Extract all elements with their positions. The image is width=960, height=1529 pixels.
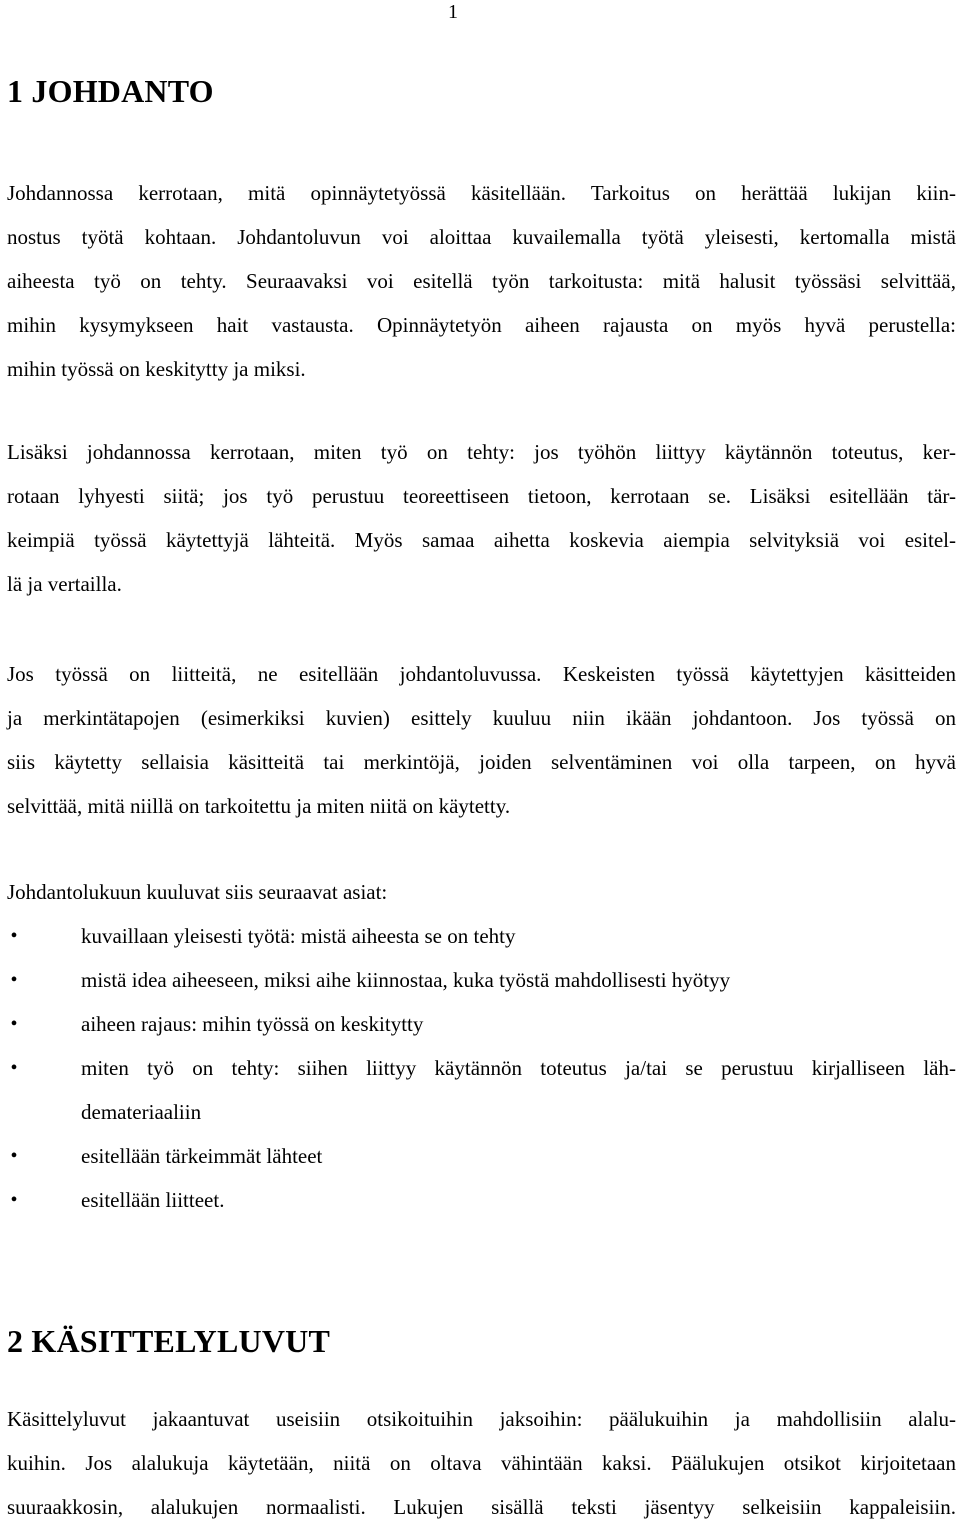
- text-line: lä ja vertailla.: [7, 572, 122, 596]
- bullet-icon: •: [10, 1013, 18, 1035]
- list-item: [0, 958, 956, 1002]
- paragraph-johdanto-appendices: [7, 652, 956, 828]
- bullet-list: [0, 914, 960, 1222]
- text-line: aiheesta työ on tehty. Seuraavaksi voi esitellä työn tarkoitusta: mitä halusit työssäsi selvittää,: [7, 269, 956, 293]
- list-item-text: esitellään liitteet.: [81, 1188, 225, 1212]
- heading-kasittelyluvut: 2 KÄSITTELYLUVUT: [7, 1323, 331, 1359]
- paragraph-johdanto-list-intro: [7, 870, 956, 914]
- heading-johdanto: 1 JOHDANTO: [7, 73, 214, 109]
- text-line: keimpiä työssä käytettyjä lähteitä. Myös samaa aihetta koskevia aiempia selvityksiä voi esitel-: [7, 528, 956, 552]
- text-line: Jos työssä on liitteitä, ne esitellään johdantoluvussa. Keskeisten työssä käytettyjen käsitteiden: [7, 662, 956, 686]
- list-item-text: miten työ on tehty: siihen liittyy käytännön toteutus ja/tai se perustuu kirjalliseen läh-: [81, 1056, 956, 1080]
- text-line: mihin työssä on keskitytty ja miksi.: [7, 357, 306, 381]
- paragraph-johdanto-intro: [7, 171, 956, 391]
- list-item-text: kuvaillaan yleisesti työtä: mistä aiheesta se on tehty: [81, 924, 516, 948]
- list-item: [0, 1178, 956, 1222]
- list-item-text: demateriaaliin: [81, 1100, 202, 1124]
- bullet-icon: •: [10, 1189, 18, 1211]
- text-line: Johdantolukuun kuuluvat siis seuraavat asiat:: [7, 880, 388, 904]
- text-line: ja merkintätapojen (esimerkiksi kuvien) esittely kuuluu niin ikään johdantoon. Jos työssä on: [7, 706, 956, 730]
- text-line: selvittää, mitä niillä on tarkoitettu ja miten niitä on käytetty.: [7, 794, 511, 818]
- bullet-icon: •: [10, 969, 18, 991]
- list-item-text: esitellään tärkeimmät lähteet: [81, 1144, 323, 1168]
- list-item: [0, 1134, 956, 1178]
- list-item: [0, 1002, 956, 1046]
- paragraph-kasittelyluvut: [7, 1397, 956, 1529]
- bullet-icon: •: [10, 1145, 18, 1167]
- list-item: [0, 1046, 956, 1134]
- text-line: Käsittelyluvut jakaantuvat useisiin otsikoituihin jaksoihin: päälukuihin ja mahdollisiin alalu-: [7, 1407, 956, 1431]
- bullet-icon: •: [10, 1057, 18, 1079]
- page-number: 1: [448, 1, 458, 23]
- paragraph-johdanto-method: [7, 430, 956, 606]
- text-line: rotaan lyhyesti siitä; jos työ perustuu teoreettiseen tietoon, kerrotaan se. Lisäksi esitellään tär-: [7, 484, 956, 508]
- text-line: suuraakkosin, alalukujen normaalisti. Lukujen sisällä teksti jäsentyy selkeisiin kappaleisiin.: [7, 1495, 956, 1519]
- text-line: nostus työtä kohtaan. Johdantoluvun voi aloittaa kuvailemalla työtä yleisesti, kertomalla mistä: [7, 225, 956, 249]
- bullet-icon: •: [10, 925, 18, 947]
- text-line: Johdannossa kerrotaan, mitä opinnäytetyössä käsitellään. Tarkoitus on herättää lukijan kiin-: [7, 181, 956, 205]
- list-item-text: aiheen rajaus: mihin työssä on keskitytty: [81, 1012, 424, 1036]
- text-line: mihin kysymykseen hait vastausta. Opinnäytetyön aiheen rajausta on myös hyvä perustella:: [7, 313, 956, 337]
- list-item-text: mistä idea aiheeseen, miksi aihe kiinnostaa, kuka työstä mahdollisesti hyötyy: [81, 968, 731, 992]
- list-item: [0, 914, 956, 958]
- text-line: kuihin. Jos alalukuja käytetään, niitä on oltava vähintään kaksi. Päälukujen otsikot kirjoitetaan: [7, 1451, 956, 1475]
- text-line: Lisäksi johdannossa kerrotaan, miten työ on tehty: jos työhön liittyy käytännön toteutus, ker-: [7, 440, 956, 464]
- text-line: siis käytetty sellaisia käsitteitä tai merkintöjä, joiden selventäminen voi olla tarpeen, on hyvä: [7, 750, 956, 774]
